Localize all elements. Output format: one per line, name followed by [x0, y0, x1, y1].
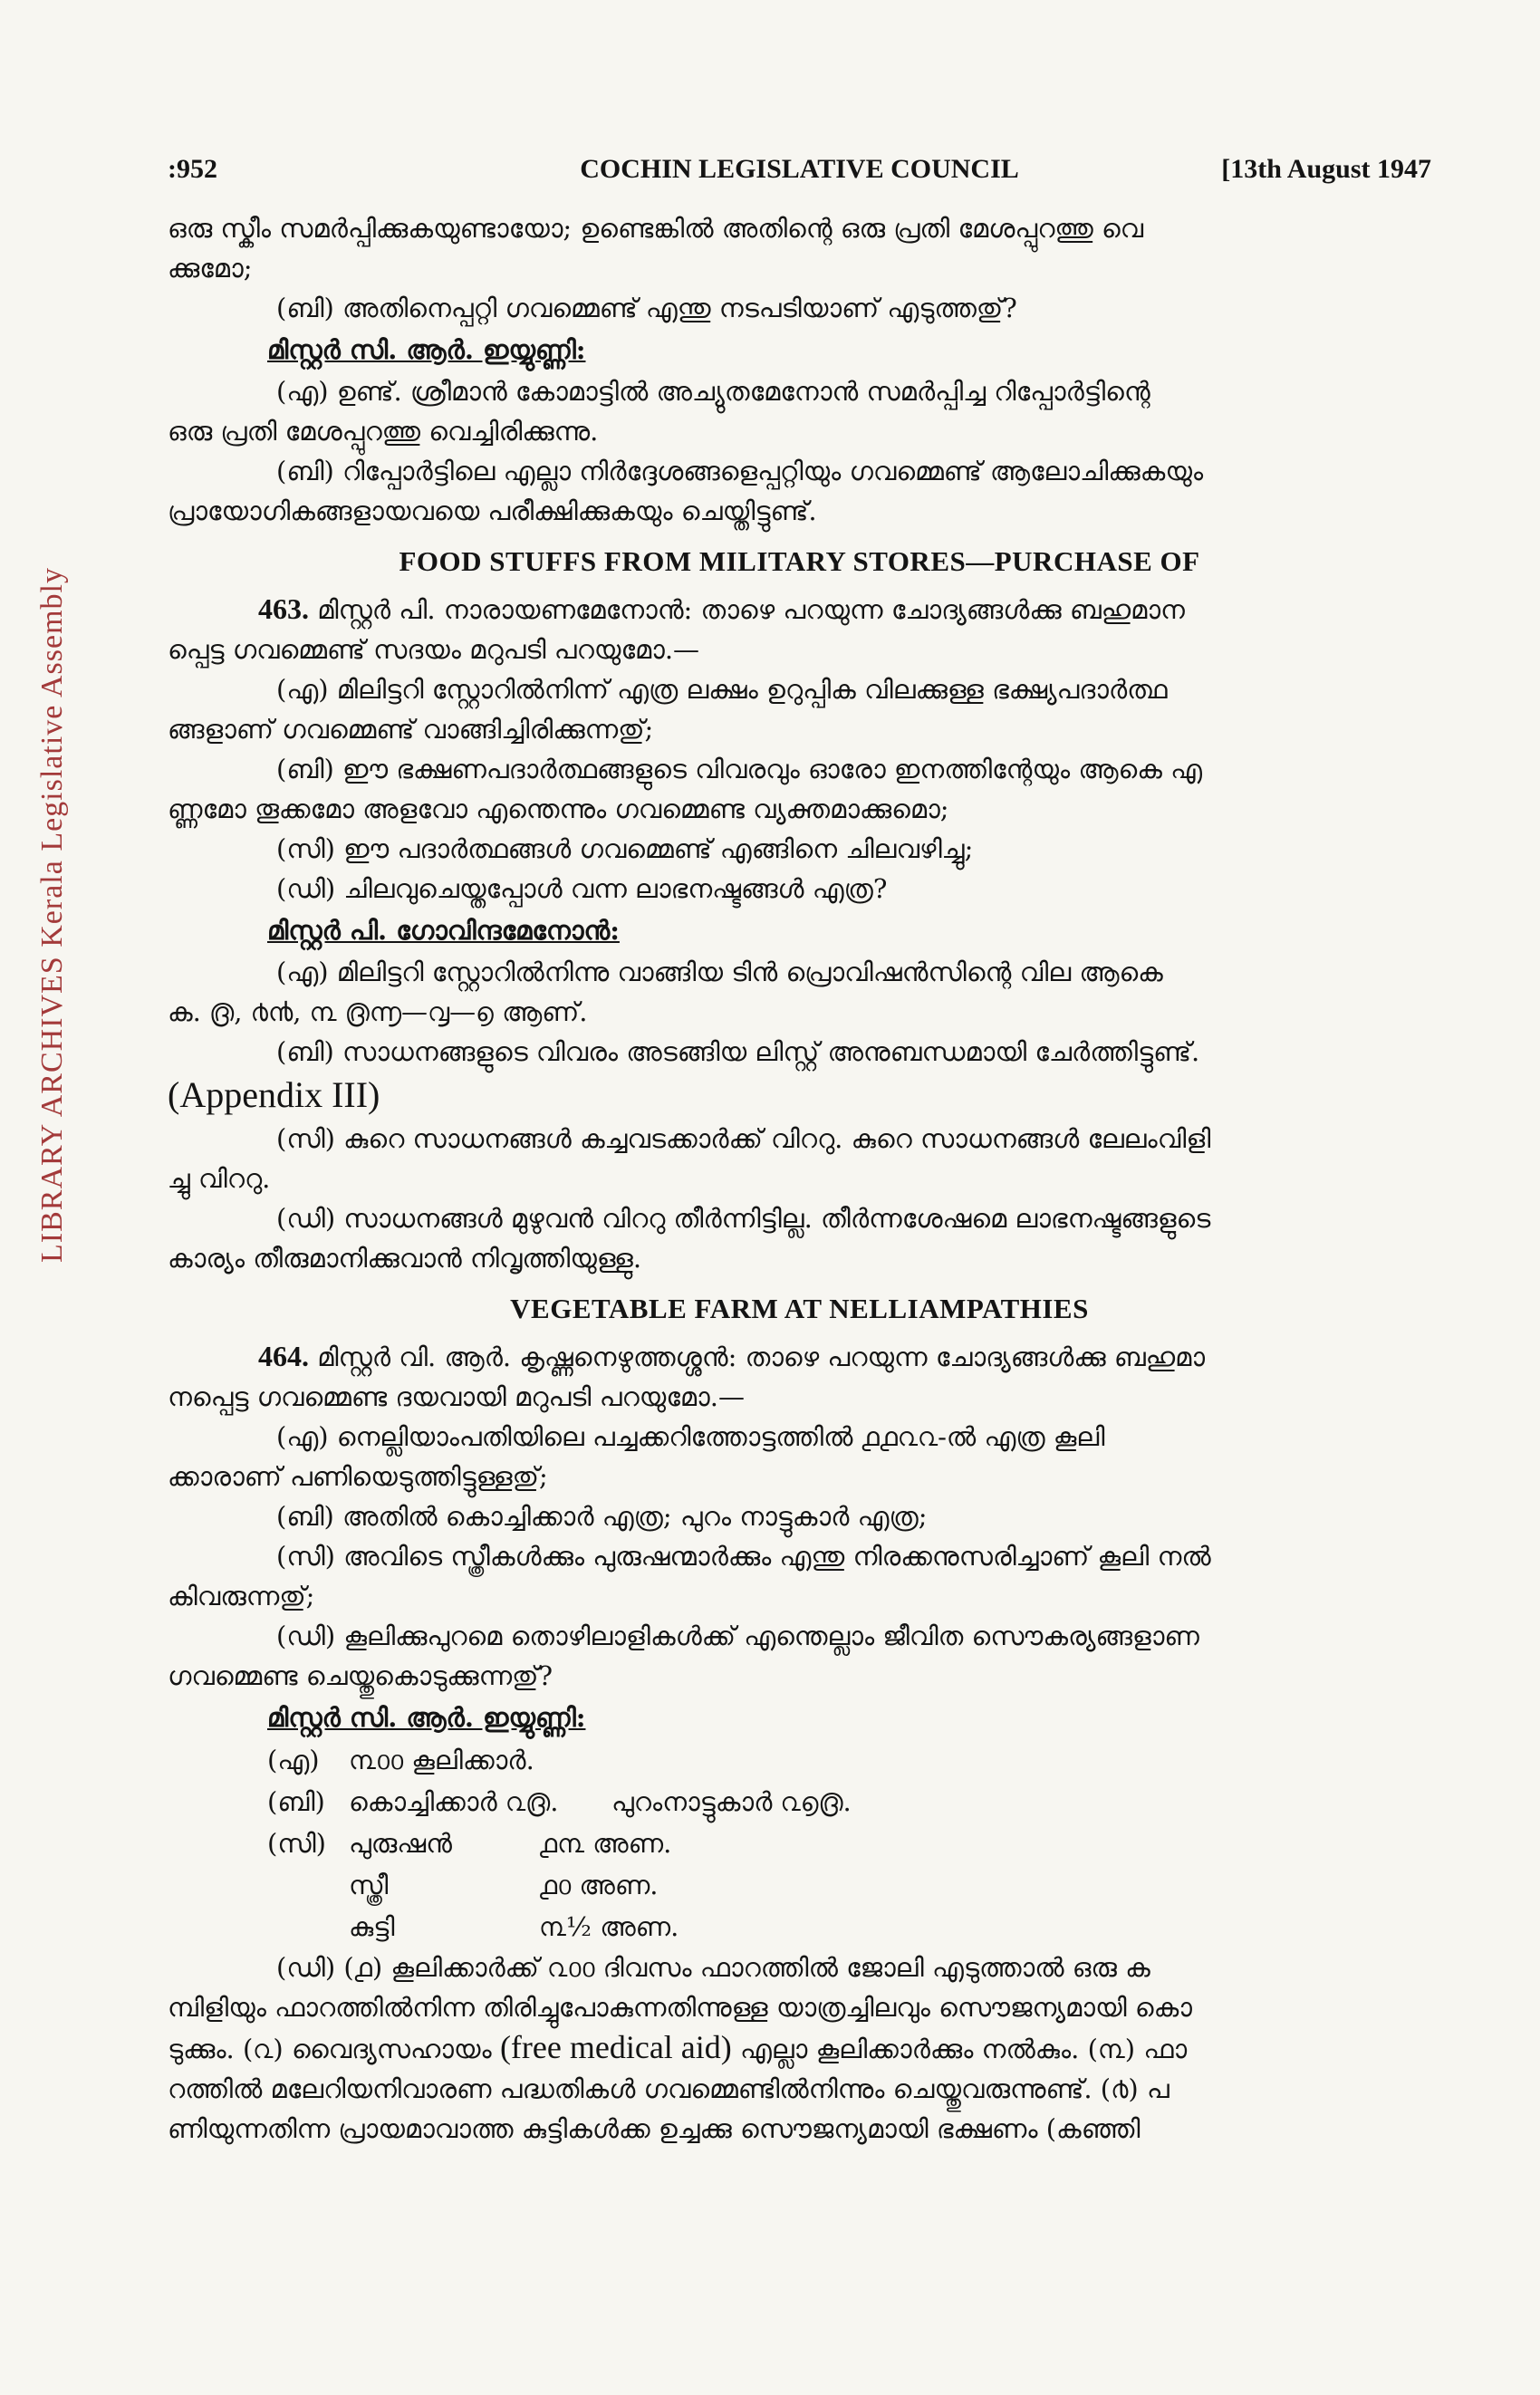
table-cell: ൧൦ അണ.: [539, 1870, 659, 1900]
archive-watermark: LIBRARY ARCHIVES Kerala Legislative Assembly: [35, 566, 69, 1264]
answer-line: (എ) മിലിട്ടറി സ്റ്റോറിൽനിന്നു വാങ്ങിയ ടിൻ പ്രൊവിഷൻസിന്റെ വില ആകെ: [276, 957, 1163, 987]
answer-line: (സി) കുറെ സാധനങ്ങൾ കച്ചവടക്കാർക്ക് വിററു. കുറെ സാധനങ്ങൾ ലേലംവിളി: [276, 1123, 1211, 1154]
answer-line: (ഡി) (൧) കൂലിക്കാർക്ക് ൨൦൦ ദിവസം ഫാറത്തിൽ ജോലി എടുത്താൽ ഒരു ക: [276, 1952, 1150, 1983]
table-cell: [267, 1906, 349, 1948]
question-line: (എ) നെല്ലിയാംപതിയിലെ പച്ചക്കറിത്തോട്ടത്തിൽ ൧൧൨൨-ൽ എത്ര കൂലി: [276, 1421, 1105, 1452]
intro-line: ക്കുമോ;: [168, 253, 253, 284]
table-row: [267, 1823, 1431, 1864]
page-header: [168, 154, 1431, 208]
table-cell: പുരുഷൻ: [349, 1828, 452, 1859]
question-line: (സി) ഈ പദാർത്ഥങ്ങൾ ഗവമ്മെണ്ട് എങ്ങിനെ ചിലവഴിച്ചു;: [276, 833, 974, 864]
question-line: (എ) മിലിട്ടറി സ്റ്റോറിൽനിന്ന് എത്ര ലക്ഷം ഉറുപ്പിക വിലക്കുള്ള ഭക്ഷ്യപദാർത്ഥ: [276, 674, 1168, 705]
intro-line: ഒരു സ്കീം സമർപ്പിക്കുകയുണ്ടായോ; ഉണ്ടെങ്കിൽ അതിന്റെ ഒരു പ്രതി മേശപ്പുറത്തു വെ: [168, 213, 1144, 244]
table-row: [267, 1739, 1431, 1781]
answer-text: എല്ലാ കൂലിക്കാർക്കും നൽകും. (൩) ഫാ: [740, 2034, 1188, 2064]
english-term: (free medical aid): [499, 2029, 732, 2065]
page-number: :952: [168, 154, 217, 184]
intro-question-b: (ബി) അതിനെപ്പറ്റി ഗവമ്മെണ്ട് എന്തു നടപടിയാണ് എടുത്തതു്?: [276, 293, 1017, 323]
question-line: (ബി) ഈ ഭക്ഷണപദാർത്ഥങ്ങളുടെ വിവരവും ഓരോ ഇനത്തിന്റേയും ആകെ എ: [276, 754, 1203, 784]
answer-line: കാര്യം തീരുമാനിക്കുവാൻ നിവൃത്തിയുള്ളു.: [168, 1243, 642, 1274]
table-cell: (എ): [267, 1745, 320, 1775]
question-line: [168, 1336, 1431, 1377]
page-date: [13th August 1947: [1221, 154, 1431, 184]
table-row: [267, 1864, 1431, 1906]
table-cell: കൊച്ചിക്കാർ ൨൫.: [349, 1786, 559, 1817]
question-line: [168, 589, 1431, 630]
table-cell: (സി): [267, 1828, 326, 1859]
answer-line: (ബി) റിപ്പോർട്ടിലെ എല്ലാ നിർദ്ദേശങ്ങളെപ്പറ്റിയും ഗവമ്മെണ്ട് ആലോചിക്കുകയും: [276, 456, 1204, 486]
answer-line: (എ) ഉണ്ട്. ശ്രീമാൻ കോമാട്ടിൽ അച്യുതമേനോൻ സമർപ്പിച്ച റിപ്പോർട്ടിന്റെ: [276, 376, 1150, 407]
answer-line: റത്തിൽ മലേറിയനിവാരണ പദ്ധതികൾ ഗവമ്മെണ്ടിൽനിന്നും ചെയ്തുവരുന്നുണ്ട്. (൪) പ: [168, 2073, 1169, 2104]
table-cell: പുറംനാട്ടുകാർ ൨൭൫.: [611, 1786, 852, 1817]
document-page: [168, 154, 1431, 2149]
answer-line: [168, 2027, 1431, 2069]
answer-line: (ഡി) സാധനങ്ങൾ മുഴുവൻ വിററു തീർന്നിട്ടില്ല. തീർന്നശേഷമെ ലാഭനഷ്ടങ്ങളുടെ: [276, 1203, 1211, 1234]
table-row: [267, 1781, 1431, 1823]
question-line: നപ്പെട്ട ഗവമ്മെണ്ട ദയവായി മറുപടി പറയുമോ.—: [168, 1381, 745, 1412]
table-cell: ൩½ അണ.: [539, 1911, 679, 1942]
question-line: ക്കാരാണ് പണിയെടുത്തിട്ടുള്ളതു്;: [168, 1461, 548, 1492]
question-line: (ഡി) കൂലിക്കുപുറമെ തൊഴിലാളികൾക്ക് എന്തെല്ലാം ജീവിത സൌകര്യങ്ങളാണ: [276, 1621, 1199, 1651]
answer-table: [168, 1739, 1431, 1948]
section-heading: VEGETABLE FARM AT NELLIAMPATHIES: [510, 1293, 1089, 1324]
table-cell: ൩൦൦ കൂലിക്കാർ.: [349, 1745, 534, 1775]
question-line: (ഡി) ചിലവുചെയ്തപ്പോൾ വന്ന ലാഭനഷ്ടങ്ങൾ എത്ര?: [276, 873, 888, 904]
question-text: മിസ്റ്റർ പി. നാരായണമേനോൻ: താഴെ പറയുന്ന ചോദ്യങ്ങൾക്കു ബഹുമാന: [317, 594, 1185, 625]
question-line: ഗവമ്മെണ്ട ചെയ്തുകൊടുക്കുന്നതു്?: [168, 1660, 553, 1691]
question-line: പ്പെട്ട ഗവമ്മെണ്ട് സദയം മറുപടി പറയുമോ.—: [168, 634, 700, 665]
table-cell: (ബി): [267, 1786, 325, 1817]
section-heading: FOOD STUFFS FROM MILITARY STORES—PURCHASE OF: [399, 545, 1200, 577]
answer-line: പ്രായോഗികങ്ങളായവയെ പരീക്ഷിക്കുകയും ചെയ്തിട്ടുണ്ട്.: [168, 495, 817, 526]
question-line: ണ്ണമോ തൂക്കമോ അളവോ എന്തെന്നും ഗവമ്മെണ്ട വ്യക്തമാക്കുമൊ;: [168, 794, 949, 824]
answer-line: ക. ൫, ൪൯, ൩ ൫൬—൮—൭ ആണ്.: [168, 996, 588, 1027]
table-row: [267, 1906, 1431, 1948]
answer-line: ഒരു പ്രതി മേശപ്പുറത്തു വെച്ചിരിക്കുന്നു.: [168, 416, 599, 447]
question-text: മിസ്റ്റർ വി. ആർ. കൃഷ്ണനെഴുത്തശ്ശൻ: താഴെ പറയുന്ന ചോദ്യങ്ങൾക്കു ബഹുമാ: [317, 1342, 1206, 1372]
speaker-name: മിസ്റ്റർ സി. ആർ. ഇയ്യുണ്ണി:: [267, 334, 586, 365]
table-cell: [267, 1864, 349, 1906]
appendix-reference: (Appendix III): [168, 1074, 380, 1115]
question-line: (ബി) അതിൽ കൊച്ചിക്കാർ എത്ര; പുറം നാട്ടുകാർ എത്ര;: [276, 1501, 928, 1532]
question-line: (സി) അവിടെ സ്ത്രീകൾക്കും പുരുഷന്മാർക്കും എന്തു നിരക്കനുസരിച്ചാണ് കൂലി നൽ: [276, 1541, 1211, 1572]
question-line: കിവരുന്നതു്;: [168, 1581, 315, 1611]
table-cell: ൧൩ അണ.: [539, 1828, 672, 1859]
page-title: COCHIN LEGISLATIVE COUNCIL: [580, 154, 1019, 184]
answer-line: ണിയുന്നതിന്ന പ്രായമാവാത്ത കുട്ടികൾക്ക ഉച്ചക്കു സൌജന്യമായി ഭക്ഷണം (കഞ്ഞി: [168, 2113, 1141, 2144]
speaker-name: മിസ്റ്റർ സി. ആർ. ഇയ്യുണ്ണി:: [267, 1702, 586, 1733]
answer-line: ച്ചു വിററു.: [168, 1163, 271, 1194]
table-cell: കുട്ടി: [349, 1911, 395, 1942]
speaker-name: മിസ്റ്റർ പി. ഗോവിന്ദമേനോൻ:: [267, 915, 620, 946]
answer-line: (ബി) സാധനങ്ങളുടെ വിവരം അടങ്ങിയ ലിസ്റ്റ് അനുബന്ധമായി ചേർത്തിട്ടുണ്ട്.: [276, 1036, 1200, 1067]
question-number: 464.: [258, 1340, 309, 1372]
answer-line: മ്പിളിയും ഫാറത്തിൽനിന്ന തിരിച്ചുപോകുന്നതിന്നുള്ള യാത്രച്ചിലവും സൌജന്യമായി കൊ: [168, 1992, 1192, 2023]
question-number: 463.: [258, 592, 309, 625]
table-cell: സ്ത്രീ: [349, 1870, 389, 1900]
answer-text: ടുക്കും. (൨) വൈദ്യസഹായം: [168, 2034, 492, 2064]
question-line: ങ്ങളാണ് ഗവമ്മെണ്ട് വാങ്ങിച്ചിരിക്കുന്നതു്;: [168, 714, 654, 745]
